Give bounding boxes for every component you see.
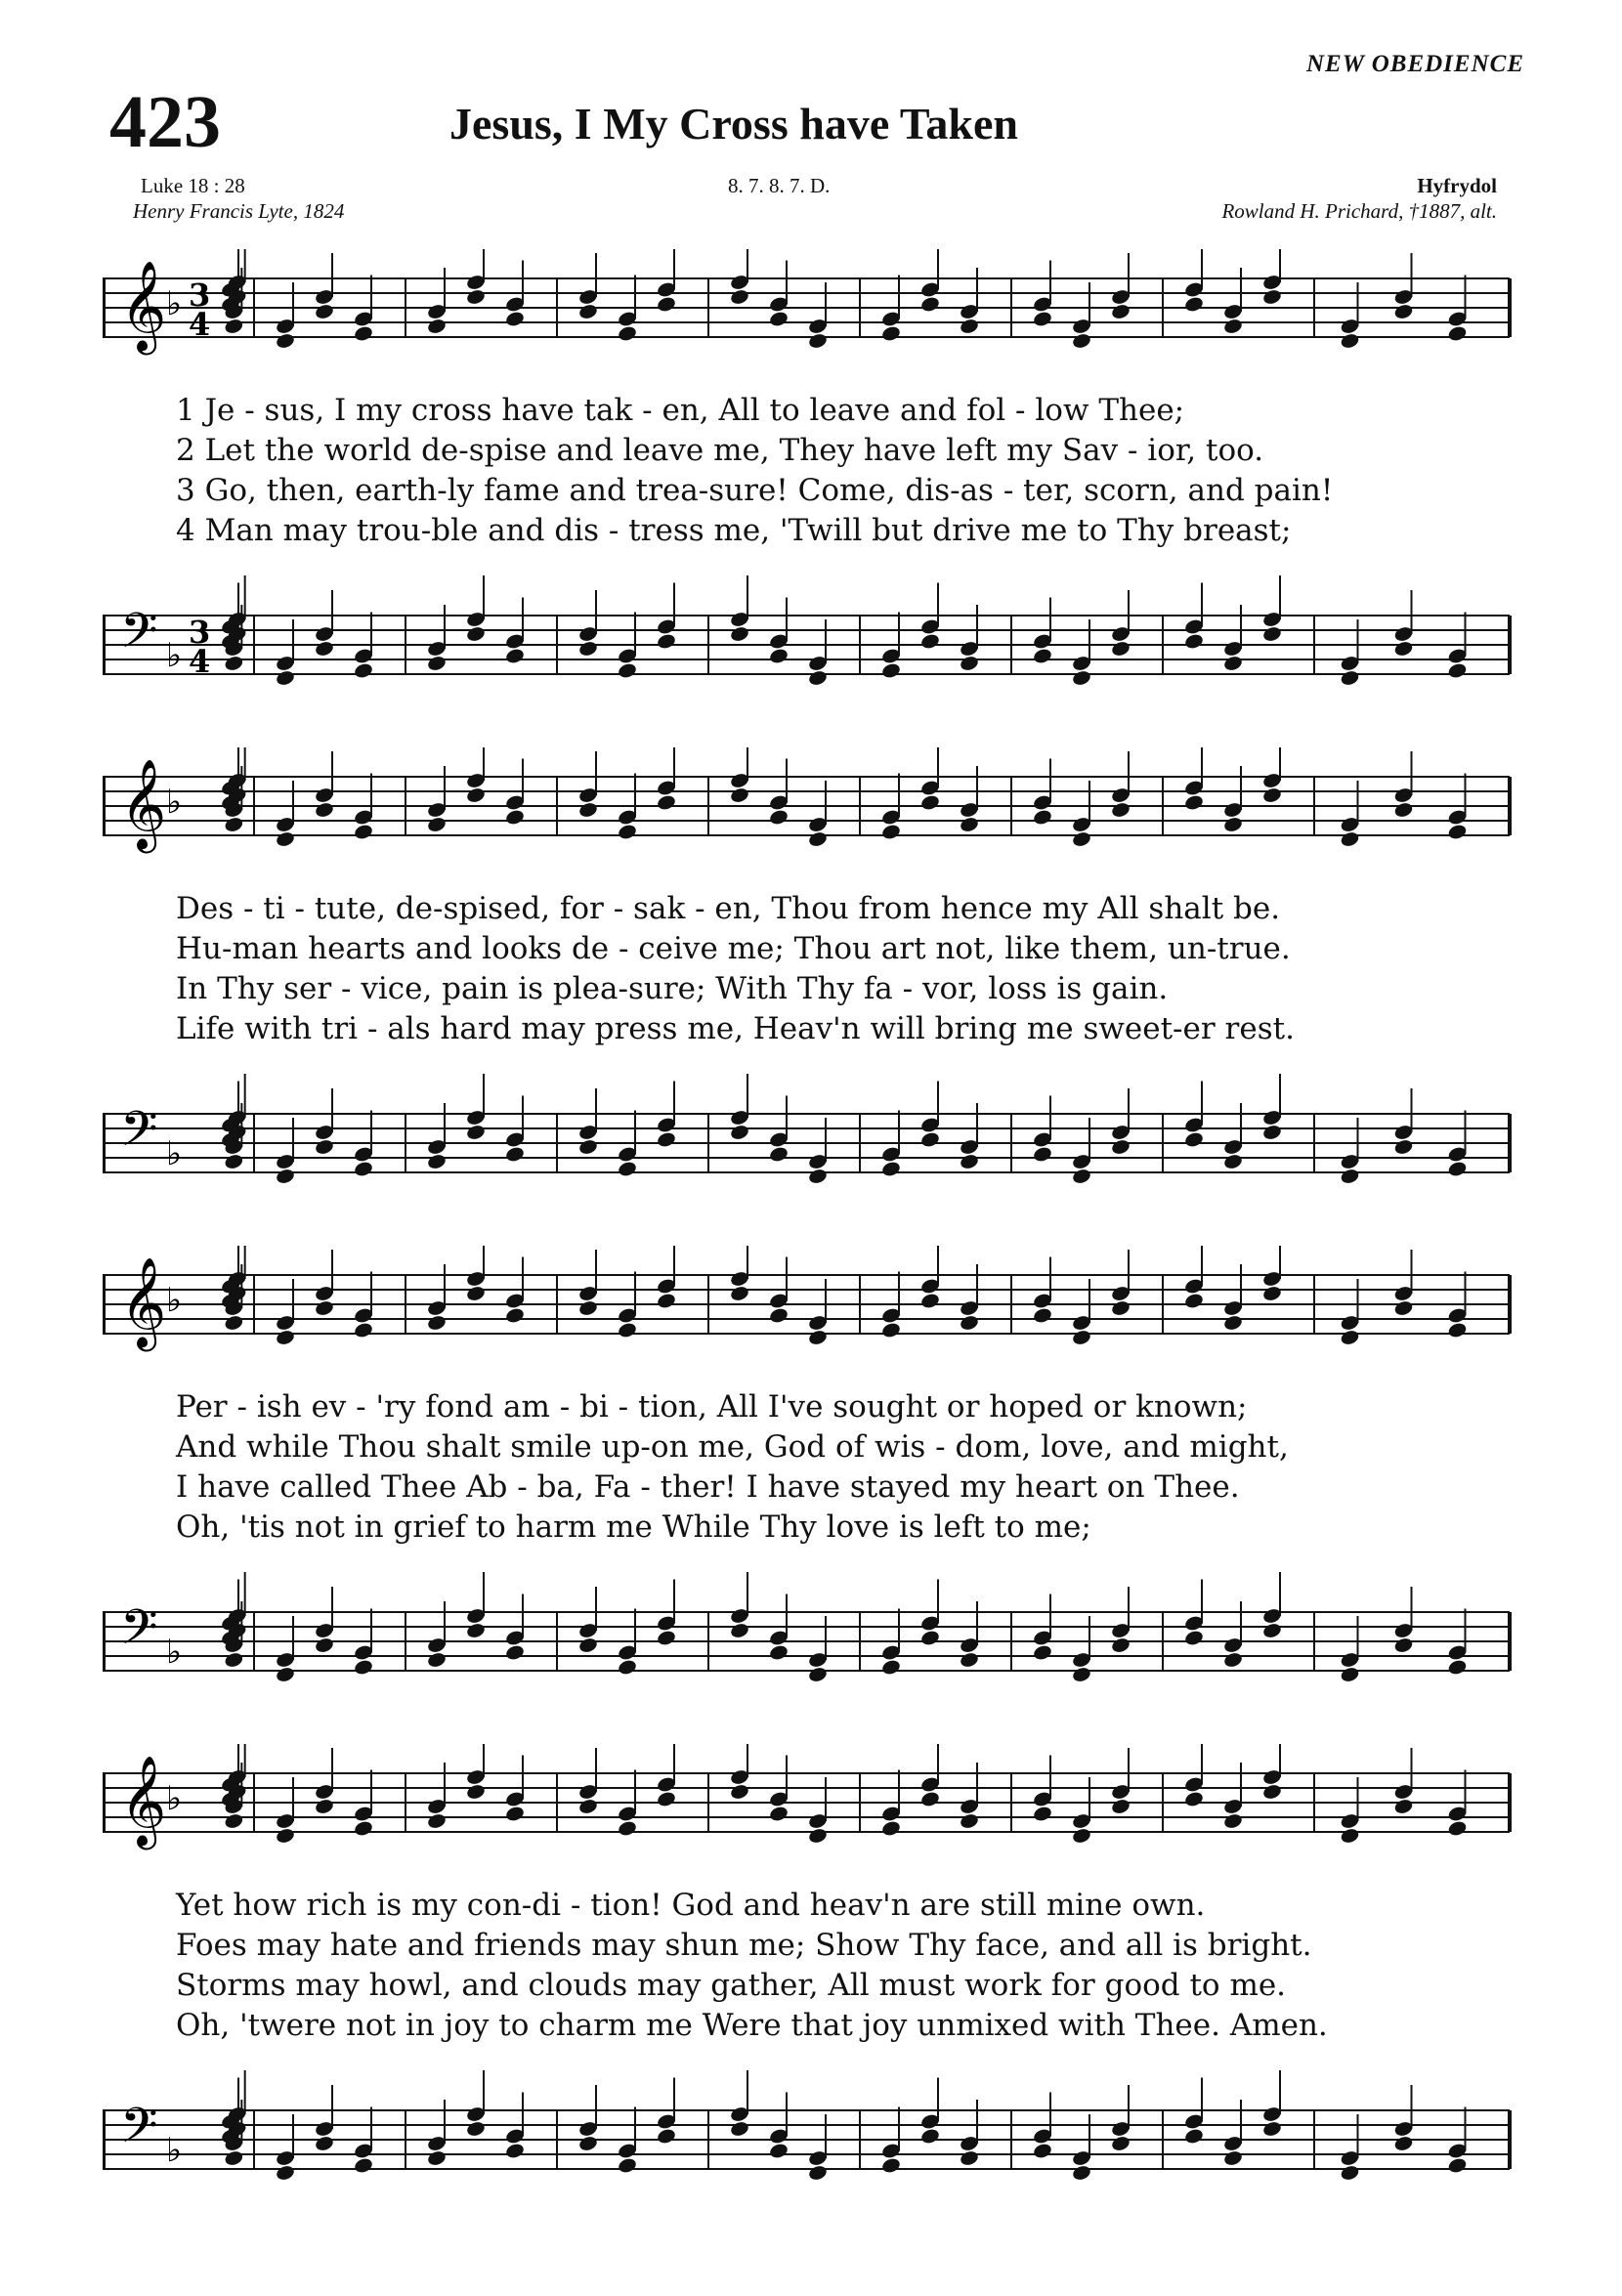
notehead — [314, 801, 334, 819]
notehead — [1183, 632, 1204, 650]
bass-staff-system-3 — [103, 1568, 1519, 1715]
notehead — [275, 830, 295, 848]
notehead — [1222, 1153, 1243, 1170]
lyric-line: Life with tri - als hard may press me, Heav'n will bring me sweet-er rest. — [176, 1011, 1295, 1046]
notehead — [768, 647, 789, 664]
notehead — [1393, 640, 1414, 658]
notehead — [807, 2164, 828, 2182]
notehead — [224, 1812, 244, 1830]
notehead — [1071, 830, 1091, 848]
notehead — [959, 1812, 979, 1830]
lyric-line: Yet how rich is my con-di - tion! God and heav'n are still mine own. — [176, 1888, 1206, 1923]
notehead — [1183, 1790, 1204, 1807]
composer-credit: Rowland H. Prichard, †1887, alt. — [1221, 199, 1497, 223]
notehead — [1071, 1666, 1091, 1683]
notehead — [1261, 625, 1282, 643]
treble-staff — [103, 249, 1510, 355]
notehead — [1222, 1314, 1243, 1332]
notehead — [275, 1329, 295, 1346]
notehead — [465, 625, 486, 643]
notehead — [1393, 303, 1414, 320]
notehead — [1110, 1798, 1131, 1815]
notehead — [656, 793, 676, 811]
notehead — [353, 324, 373, 342]
notehead — [1222, 1651, 1243, 1669]
flat-icon: ♭ — [166, 284, 183, 323]
treble-staff-system-3 — [103, 1246, 1519, 1382]
notehead — [353, 2156, 373, 2174]
notehead — [1261, 787, 1282, 804]
notehead — [1261, 2120, 1282, 2138]
notehead — [224, 816, 244, 833]
notehead — [1032, 647, 1052, 664]
meter: 8. 7. 8. 7. D. — [728, 174, 831, 197]
lyric-line: 2 Let the world de-spise and leave me, They have left my Sav - ior, too. — [176, 433, 1264, 468]
system-bracket — [103, 278, 106, 337]
notehead — [353, 1819, 373, 1837]
notehead — [577, 801, 598, 819]
bass-staff — [103, 575, 1510, 687]
lyric-line: 1 Je - sus, I my cross have tak - en, All to leave and fol - low Thee; — [176, 393, 1185, 428]
notehead — [959, 1314, 979, 1332]
notehead — [1071, 669, 1091, 687]
notehead — [1261, 1285, 1282, 1302]
notehead — [504, 808, 525, 826]
notehead — [919, 632, 940, 650]
treble-clef-icon: 𝄞 — [120, 1755, 167, 1846]
notehead — [656, 632, 676, 650]
notehead — [426, 1812, 447, 1830]
system-bracket — [103, 616, 106, 674]
notehead — [426, 1651, 447, 1669]
notehead — [617, 324, 637, 342]
notehead — [275, 1168, 295, 1185]
notehead — [807, 1827, 828, 1845]
notehead — [807, 669, 828, 687]
notehead — [656, 295, 676, 313]
notehead — [807, 1666, 828, 1683]
notehead — [1110, 2135, 1131, 2152]
notehead — [224, 1651, 244, 1669]
notehead — [1447, 823, 1468, 840]
flat-icon: ♭ — [166, 1779, 183, 1818]
notehead — [1340, 332, 1360, 350]
notehead — [617, 1160, 637, 1177]
notehead — [314, 303, 334, 320]
notehead — [880, 823, 901, 840]
notehead — [1393, 1299, 1414, 1317]
notehead — [314, 1299, 334, 1317]
notehead — [1222, 655, 1243, 672]
notehead — [1222, 816, 1243, 833]
notehead — [1447, 1160, 1468, 1177]
notehead — [768, 1643, 789, 1661]
notehead — [1261, 1783, 1282, 1801]
notehead — [919, 295, 940, 313]
bass-staff-system-4 — [103, 2066, 1519, 2213]
notehead — [504, 1805, 525, 1822]
scripture-reference: Luke 18 : 28 — [141, 174, 245, 197]
notehead — [729, 2120, 749, 2138]
notehead — [1261, 288, 1282, 306]
system-bracket — [103, 1114, 106, 1172]
notehead — [768, 808, 789, 826]
notehead — [224, 2149, 244, 2167]
notehead — [729, 625, 749, 643]
notehead — [1183, 1292, 1204, 1309]
system-bracket — [103, 777, 106, 835]
notehead — [729, 1285, 749, 1302]
notehead — [729, 1783, 749, 1801]
notehead — [959, 2149, 979, 2167]
notehead — [353, 1658, 373, 1676]
notehead — [1393, 1637, 1414, 1654]
notehead — [617, 661, 637, 679]
notehead — [353, 661, 373, 679]
lyric-line: 3 Go, then, earth-ly fame and trea-sure! Come, dis-as - ter, scorn, and pain! — [176, 473, 1334, 508]
notehead — [1222, 2149, 1243, 2167]
treble-staff-system-2 — [103, 747, 1519, 884]
notehead — [426, 1314, 447, 1332]
notehead — [465, 1124, 486, 1141]
notehead — [1340, 1329, 1360, 1346]
notehead — [1340, 2164, 1360, 2182]
notehead — [1183, 2127, 1204, 2145]
notehead — [880, 1658, 901, 1676]
lyric-line: Foes may hate and friends may shun me; Show Thy face, and all is bright. — [176, 1928, 1312, 1963]
notehead — [314, 640, 334, 658]
notehead — [577, 1637, 598, 1654]
notehead — [768, 1145, 789, 1163]
notehead — [807, 332, 828, 350]
lyric-line: Storms may howl, and clouds may gather, All must work for good to me. — [176, 1968, 1287, 2003]
lyric-line: Oh, 'twere not in joy to charm me Were that joy unmixed with Thee. Amen. — [176, 2008, 1328, 2043]
notehead — [504, 1306, 525, 1324]
notehead — [919, 1790, 940, 1807]
flat-icon: ♭ — [166, 2131, 183, 2170]
notehead — [1110, 1637, 1131, 1654]
notehead — [1032, 808, 1052, 826]
hymn-number: 423 — [109, 81, 221, 163]
lyric-line: Per - ish ev - 'ry fond am - bi - tion, All I've sought or hoped or known; — [176, 1389, 1248, 1424]
notehead — [1222, 318, 1243, 335]
lyric-line: Hu-man hearts and looks de - ceive me; Thou art not, like them, un-true. — [176, 931, 1291, 966]
notehead — [1071, 1329, 1091, 1346]
notehead — [314, 1138, 334, 1156]
notehead — [224, 1314, 244, 1332]
bass-staff — [103, 2070, 1510, 2182]
treble-clef-icon: 𝄞 — [120, 758, 167, 849]
hymn-title: Jesus, I My Cross have Taken — [449, 99, 1018, 149]
treble-staff-system-4 — [103, 1744, 1519, 1881]
notehead — [577, 2135, 598, 2152]
section-heading: NEW OBEDIENCE — [1305, 51, 1524, 77]
notehead — [1340, 1827, 1360, 1845]
flat-icon: ♭ — [166, 636, 183, 675]
notehead — [426, 318, 447, 335]
notehead — [1183, 793, 1204, 811]
notehead — [617, 2156, 637, 2174]
notehead — [1032, 1643, 1052, 1661]
notehead — [465, 288, 486, 306]
treble-staff-system-1 — [103, 249, 1519, 386]
treble-clef-icon: 𝄞 — [120, 1256, 167, 1347]
notehead — [1340, 1666, 1360, 1683]
bass-clef-icon: 𝄢 — [120, 603, 158, 671]
tune-name: Hyfrydol — [1417, 174, 1497, 197]
notehead — [617, 1819, 637, 1837]
notehead — [1447, 1658, 1468, 1676]
treble-staff — [103, 1246, 1510, 1351]
notehead — [465, 787, 486, 804]
notehead — [224, 655, 244, 672]
notehead — [617, 1658, 637, 1676]
notehead — [880, 324, 901, 342]
time-signature-denominator: 4 — [189, 643, 211, 680]
notehead — [275, 332, 295, 350]
notehead — [314, 1637, 334, 1654]
notehead — [729, 787, 749, 804]
lyric-line: And while Thou shalt smile up-on me, God of wis - dom, love, and might, — [176, 1429, 1289, 1465]
notehead — [729, 1124, 749, 1141]
notehead — [919, 1292, 940, 1309]
notehead — [959, 318, 979, 335]
notehead — [880, 1819, 901, 1837]
notehead — [959, 1651, 979, 1669]
notehead — [768, 2142, 789, 2159]
notehead — [1447, 324, 1468, 342]
notehead — [1032, 2142, 1052, 2159]
notehead — [577, 1138, 598, 1156]
notehead — [504, 2142, 525, 2159]
notehead — [275, 2164, 295, 2182]
notehead — [426, 2149, 447, 2167]
notehead — [807, 1168, 828, 1185]
notehead — [465, 2120, 486, 2138]
time-signature-numerator: 3 — [189, 276, 211, 314]
notehead — [1032, 1805, 1052, 1822]
notehead — [577, 1299, 598, 1317]
notehead — [919, 2127, 940, 2145]
notehead — [1447, 661, 1468, 679]
notehead — [880, 1160, 901, 1177]
notehead — [1032, 310, 1052, 327]
notehead — [656, 1130, 676, 1148]
notehead — [1110, 303, 1131, 320]
system-bracket — [103, 1612, 106, 1671]
notehead — [1071, 1827, 1091, 1845]
notehead — [807, 830, 828, 848]
bass-staff — [103, 1572, 1510, 1683]
notehead — [919, 1629, 940, 1646]
notehead — [353, 823, 373, 840]
lyric-line: In Thy ser - vice, pain is plea-sure; With Thy fa - vor, loss is gain. — [176, 971, 1169, 1006]
notehead — [959, 655, 979, 672]
notehead — [1393, 2135, 1414, 2152]
notehead — [807, 1329, 828, 1346]
lyric-line: Des - ti - tute, de-spised, for - sak - en, Thou from hence my All shalt be. — [176, 891, 1281, 926]
flat-icon: ♭ — [166, 1633, 183, 1672]
notehead — [504, 647, 525, 664]
notehead — [1261, 1124, 1282, 1141]
notehead — [1393, 1138, 1414, 1156]
notehead — [353, 1321, 373, 1339]
notehead — [1447, 1321, 1468, 1339]
notehead — [1393, 801, 1414, 819]
notehead — [577, 1798, 598, 1815]
notehead — [1110, 1299, 1131, 1317]
notehead — [729, 288, 749, 306]
treble-clef-icon: 𝄞 — [120, 260, 167, 351]
lyric-line: 4 Man may trou-ble and dis - tress me, 'Twill but drive me to Thy breast; — [176, 513, 1292, 548]
notehead — [656, 1292, 676, 1309]
notehead — [1340, 830, 1360, 848]
notehead — [426, 655, 447, 672]
notehead — [353, 1160, 373, 1177]
notehead — [1110, 640, 1131, 658]
notehead — [729, 1622, 749, 1639]
notehead — [1183, 1629, 1204, 1646]
notehead — [426, 816, 447, 833]
author-credit: Henry Francis Lyte, 1824 — [133, 199, 345, 223]
notehead — [275, 1666, 295, 1683]
notehead — [656, 1629, 676, 1646]
system-bracket — [103, 1773, 106, 1832]
notehead — [465, 1622, 486, 1639]
system-bracket — [103, 1275, 106, 1334]
notehead — [768, 310, 789, 327]
bass-clef-icon: 𝄢 — [120, 2098, 158, 2166]
notehead — [504, 310, 525, 327]
bass-staff — [103, 1074, 1510, 1185]
notehead — [768, 1306, 789, 1324]
notehead — [768, 1805, 789, 1822]
notehead — [1261, 1622, 1282, 1639]
notehead — [1340, 669, 1360, 687]
flat-icon: ♭ — [166, 1281, 183, 1320]
bass-staff-system-2 — [103, 1070, 1519, 1216]
notehead — [880, 661, 901, 679]
notehead — [1032, 1145, 1052, 1163]
notehead — [275, 669, 295, 687]
lyric-line: I have called Thee Ab - ba, Fa - ther! I have stayed my heart on Thee. — [176, 1469, 1240, 1505]
notehead — [1222, 1812, 1243, 1830]
notehead — [1110, 801, 1131, 819]
notehead — [880, 2156, 901, 2174]
notehead — [1110, 1138, 1131, 1156]
flat-icon: ♭ — [166, 783, 183, 822]
notehead — [617, 823, 637, 840]
notehead — [224, 1153, 244, 1170]
notehead — [1340, 1168, 1360, 1185]
bass-staff-system-1 — [103, 572, 1519, 718]
notehead — [919, 1130, 940, 1148]
notehead — [426, 1153, 447, 1170]
notehead — [1071, 2164, 1091, 2182]
notehead — [1071, 1168, 1091, 1185]
notehead — [504, 1145, 525, 1163]
notehead — [1447, 2156, 1468, 2174]
notehead — [465, 1285, 486, 1302]
treble-staff — [103, 747, 1510, 853]
notehead — [275, 1827, 295, 1845]
flat-icon: ♭ — [166, 1134, 183, 1173]
notehead — [656, 1790, 676, 1807]
notehead — [577, 640, 598, 658]
notehead — [617, 1321, 637, 1339]
notehead — [1393, 1798, 1414, 1815]
notehead — [880, 1321, 901, 1339]
bass-clef-icon: 𝄢 — [120, 1599, 158, 1668]
time-signature-denominator: 4 — [189, 306, 211, 343]
notehead — [314, 2135, 334, 2152]
notehead — [504, 1643, 525, 1661]
treble-staff — [103, 1744, 1510, 1850]
notehead — [1032, 1306, 1052, 1324]
bass-clef-icon: 𝄢 — [120, 1101, 158, 1169]
notehead — [1183, 1130, 1204, 1148]
notehead — [959, 1153, 979, 1170]
time-signature-numerator: 3 — [189, 614, 211, 651]
notehead — [656, 2127, 676, 2145]
system-bracket — [103, 2110, 106, 2169]
notehead — [314, 1798, 334, 1815]
notehead — [224, 318, 244, 335]
notehead — [577, 303, 598, 320]
notehead — [1183, 295, 1204, 313]
notehead — [919, 793, 940, 811]
lyric-line: Oh, 'tis not in grief to harm me While Thy love is left to me; — [176, 1509, 1091, 1545]
notehead — [959, 816, 979, 833]
notehead — [1071, 332, 1091, 350]
notehead — [465, 1783, 486, 1801]
notehead — [1447, 1819, 1468, 1837]
